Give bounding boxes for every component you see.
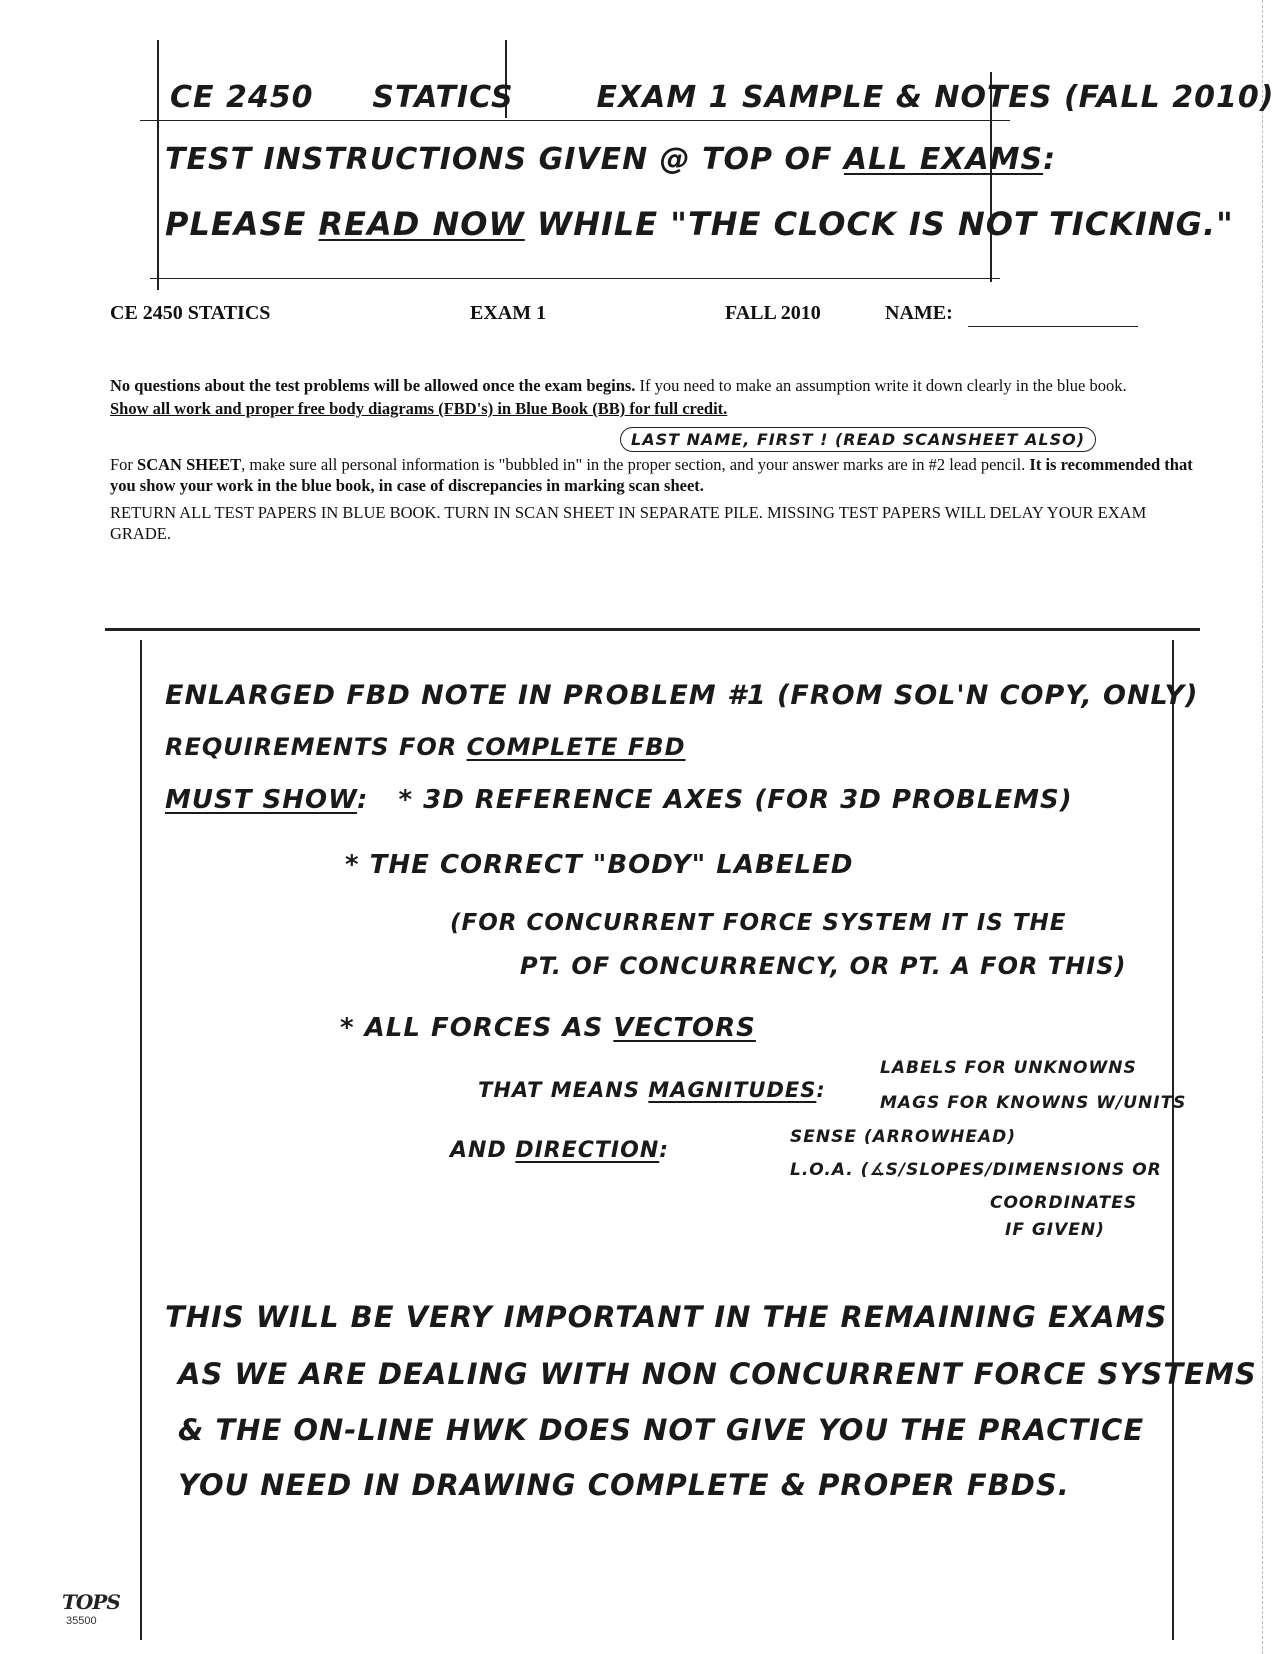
notes-must-show-row — [165, 785, 1073, 815]
notes-magnitudes-row — [478, 1078, 826, 1102]
notes-dir-colon: : — [659, 1138, 670, 1163]
notes-line2 — [165, 733, 685, 761]
hw-line3-post: WHILE "THE CLOCK IS NOT TICKING." — [524, 205, 1234, 243]
notes-closing2: AS WE ARE DEALING WITH NON CONCURRENT FORCE SYSTEMS — [178, 1357, 1257, 1391]
notes-item3-ul: VECTORS — [613, 1013, 756, 1043]
instruction-p3-d: It is recommended that you show your work in the blue book, in case of discrepancies in marking scan sheet. — [110, 455, 1193, 495]
handwritten-header-line1 — [170, 80, 1274, 115]
notes-line2-ul: COMPLETE FBD — [466, 733, 686, 761]
notes-line1: ENLARGED FBD NOTE IN PROBLEM #1 (FROM SOL'N COPY, ONLY) — [165, 680, 1199, 711]
instruction-p3-a: For — [110, 455, 138, 474]
instructions-divider — [105, 628, 1200, 631]
notes-direction: DIRECTION — [515, 1138, 660, 1163]
notes-item1: * 3D REFERENCE AXES (FOR 3D PROBLEMS) — [398, 785, 1073, 815]
hw-course: CE 2450 — [170, 80, 314, 115]
notes-direction-row — [450, 1138, 669, 1163]
handwritten-header-line2 — [165, 142, 1056, 177]
name-blank-line[interactable] — [968, 326, 1138, 327]
instruction-p1 — [110, 375, 1200, 396]
instructions-block — [110, 375, 1200, 544]
page-edge-line — [1262, 0, 1264, 1654]
instruction-p4: RETURN ALL TEST PAPERS IN BLUE BOOK. TURN IN SCAN SHEET IN SEPARATE PILE. MISSING TEST PAPERS WILL DELAY YOUR EXAM GRADE. — [110, 503, 1147, 543]
notes-and-word: AND — [450, 1138, 516, 1163]
notes-left-rule — [140, 640, 142, 1640]
hw-subject: STATICS — [372, 80, 514, 115]
notes-item3 — [340, 1013, 756, 1043]
handwritten-header-line3 — [165, 205, 1234, 243]
header-left-rule — [157, 40, 159, 290]
notes-item3-pre: * ALL FORCES AS — [340, 1013, 614, 1043]
tops-logo: TOPS — [62, 1590, 120, 1614]
notes-closing4: YOU NEED IN DRAWING COMPLETE & PROPER FBDS. — [178, 1468, 1070, 1502]
notes-magnitudes: MAGNITUDES — [648, 1078, 817, 1102]
notes-that-means: THAT MEANS — [478, 1078, 649, 1102]
instruction-p3 — [110, 454, 1200, 496]
notes-dir-a: SENSE (ARROWHEAD) — [790, 1127, 1017, 1147]
instruction-p1-bold: No questions about the test problems will be allowed once the exam begins. — [110, 376, 636, 395]
notes-item2-sub2: PT. OF CONCURRENCY, OR PT. A FOR THIS) — [520, 952, 1127, 980]
instruction-p3-b: SCAN SHEET — [137, 455, 242, 474]
hw-line2-pre: TEST INSTRUCTIONS GIVEN @ TOP OF — [165, 142, 844, 177]
tops-code: 35500 — [66, 1615, 97, 1627]
hw-line3-pre: PLEASE — [165, 205, 319, 243]
notes-closing3: & THE ON-LINE HWK DOES NOT GIVE YOU THE PRACTICE — [178, 1413, 1145, 1447]
hw-title-post: & NOTES (FALL 2010) — [884, 80, 1275, 115]
notes-dir-c: COORDINATES — [990, 1193, 1138, 1213]
hw-line3-read: READ NOW — [318, 205, 525, 243]
hw-title-sample: SAMPLE — [742, 80, 885, 115]
header-underline — [140, 120, 1010, 121]
exam-course: CE 2450 STATICS — [110, 302, 271, 324]
notes-right-rule — [1172, 640, 1174, 1640]
notes-item2: * THE CORRECT "BODY" LABELED — [345, 850, 854, 880]
instruction-p1-rest: If you need to make an assumption write it down clearly in the blue book. — [635, 376, 1127, 395]
notes-closing1: THIS WILL BE VERY IMPORTANT IN THE REMAINING EXAMS — [165, 1300, 1168, 1334]
exam-term: FALL 2010 — [725, 302, 821, 324]
notes-mag-a: LABELS FOR UNKNOWNS — [880, 1058, 1137, 1078]
notes-mag-b: MAGS FOR KNOWNS W/UNITS — [880, 1093, 1187, 1113]
hw-line2-post: : — [1043, 142, 1057, 177]
notes-item2-sub1: (FOR CONCURRENT FORCE SYSTEM IT IS THE — [450, 910, 1067, 936]
hw-title-pre: EXAM 1 — [596, 80, 743, 115]
header-bottom-rule — [150, 278, 1000, 279]
hw-line2-all: ALL EXAMS — [843, 142, 1044, 177]
notes-mag-colon: : — [816, 1078, 826, 1102]
name-label: NAME: — [885, 302, 953, 324]
instruction-p3-c: , make sure all personal information is "bubbled in" in the proper section, and your answer marks are in #2 lead pencil. — [241, 455, 1030, 474]
exam-number: EXAM 1 — [470, 302, 547, 324]
notes-line2-pre: REQUIREMENTS FOR — [165, 733, 467, 761]
notes-must-show-colon: : — [356, 785, 369, 815]
scan-annotation: LAST NAME, FIRST ! (READ SCANSHEET ALSO) — [620, 427, 1096, 452]
notes-dir-b: L.O.A. (∡S/SLOPES/DIMENSIONS OR — [790, 1160, 1162, 1180]
notes-must-show: MUST SHOW — [165, 785, 357, 815]
instruction-p2: Show all work and proper free body diagrams (FBD's) in Blue Book (BB) for full credit. — [110, 399, 728, 418]
notes-dir-d: IF GIVEN) — [1005, 1220, 1105, 1240]
